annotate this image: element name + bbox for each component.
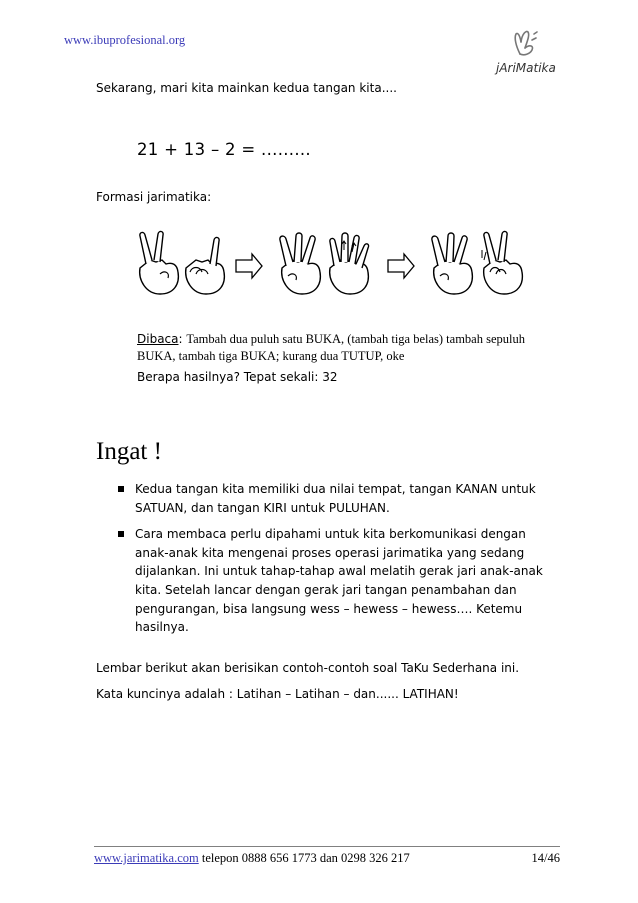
equation: 21 + 13 – 2 = ......... xyxy=(137,140,311,159)
footer-divider xyxy=(94,846,560,847)
formasi-label: Formasi jarimatika: xyxy=(96,190,212,204)
three-fingers-hand-icon xyxy=(280,233,320,294)
two-fingers-hand-icon xyxy=(140,231,179,294)
bullet-square-icon xyxy=(118,486,124,492)
dibaca-label: Dibaca xyxy=(137,332,179,346)
three-fingers-hand-icon xyxy=(432,233,472,294)
bullet-text: Cara membaca perlu dipahami untuk kita berkomunikasi dengan anak-anak kita mengenai proses operasi jarimatika yang sedang dijalankan. Ini untuk tahap-tahap awal melatih gerak jari anak-anak kita. Setelah lancar dengan gerak jari tangan penambahan dan pengurangan, bisa langsung wess – hewess – hewess…. Ketemu hasilnya. xyxy=(135,527,543,635)
result-text: Berapa hasilnya? Tepat sekali: 32 xyxy=(137,370,338,384)
header-url[interactable]: www.ibuprofesional.org xyxy=(64,33,186,47)
hand-formation-figure xyxy=(130,230,550,300)
ingat-bullet-list xyxy=(118,480,558,645)
bullet-text: Kedua tangan kita memiliki dua nilai tempat, tangan KANAN untuk SATUAN, dan tangan KIRI untuk PULUHAN. xyxy=(135,482,536,515)
arrow-right-icon xyxy=(236,254,262,278)
keyword-text: Kata kuncinya adalah : Latihan – Latihan – dan...... LATIHAN! xyxy=(96,687,459,701)
footer-phone-text: telepon 0888 656 1773 dan 0298 326 217 xyxy=(198,851,410,865)
arrow-right-icon xyxy=(388,254,414,278)
ingat-heading: Ingat ! xyxy=(96,438,162,465)
list-item xyxy=(118,525,558,637)
lembar-text: Lembar berikut akan berisikan contoh-contoh soal TaKu Sederhana ini. xyxy=(96,661,520,675)
logo-text: jAriMatika xyxy=(496,61,556,75)
jarimatika-hand-logo-icon xyxy=(492,26,572,86)
page-number: 14/46 xyxy=(531,851,560,865)
bullet-square-icon xyxy=(118,531,124,537)
list-item xyxy=(118,480,558,517)
logo xyxy=(492,26,572,86)
one-finger-hand-icon xyxy=(186,237,225,294)
footer xyxy=(94,851,560,866)
intro-text: Sekarang, mari kita mainkan kedua tangan kita.... xyxy=(96,81,397,95)
dibaca-text: Tambah dua puluh satu BUKA, (tambah tiga belas) tambah sepuluh BUKA, tambah tiga BUKA; kurang dua TUTUP, oke xyxy=(137,332,525,363)
four-fingers-hand-icon xyxy=(330,233,369,294)
two-fingers-hand-icon xyxy=(482,231,522,294)
footer-link[interactable]: www.jarimatika.com xyxy=(94,851,199,865)
dibaca-paragraph: Dibaca: Tambah dua puluh satu BUKA, (tambah tiga belas) tambah sepuluh BUKA, tambah tiga BUKA; kurang dua TUTUP, oke xyxy=(137,332,525,363)
